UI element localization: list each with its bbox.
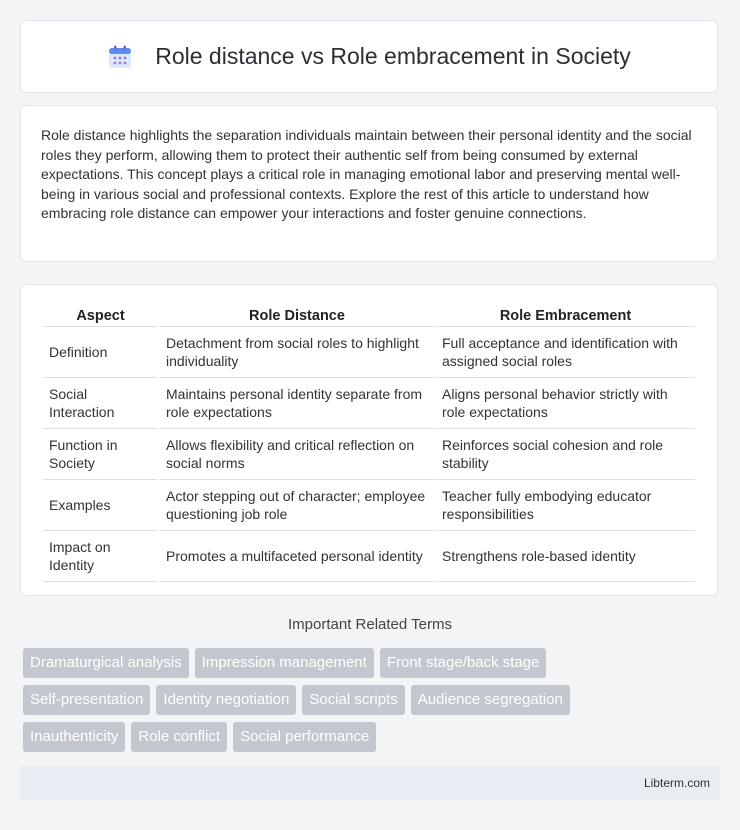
tag-row: [23, 685, 723, 715]
tag-row: [23, 648, 723, 678]
intro-paragraph: Role distance highlights the separation individuals maintain between their personal identity and the social roles they perform, allowing them to protect their authentic self from being consumed by external expectations. This concept plays a critical role in managing emotional labor and preserving mental well-being in various social and professional contexts. Explore the rest of this article to understand how embracing role distance can empower your interactions and foster genuine connections.: [41, 127, 692, 222]
cell-role-embracement: Reinforces social cohesion and role stability: [436, 429, 695, 480]
related-terms: [23, 648, 723, 759]
title-card: [20, 20, 718, 93]
cell-role-distance: Detachment from social roles to highlight individuality: [160, 327, 434, 378]
tag-front-stage-back-stage[interactable]: Front stage/back stage: [380, 648, 547, 678]
cell-role-distance: Maintains personal identity separate from role expectations: [160, 378, 434, 429]
tag-self-presentation[interactable]: Self-presentation: [23, 685, 150, 715]
table-row: [43, 429, 695, 480]
cell-role-embracement: Full acceptance and identification with assigned social roles: [436, 327, 695, 378]
comparison-card: [20, 284, 718, 596]
comparison-table: [41, 305, 697, 582]
footer-brand[interactable]: Libterm.com: [643, 776, 710, 790]
table-row: [43, 327, 695, 378]
tag-inauthenticity[interactable]: Inauthenticity: [23, 722, 125, 752]
tag-impression-management[interactable]: Impression management: [195, 648, 374, 678]
calendar-icon: [107, 44, 133, 70]
tag-identity-negotiation[interactable]: Identity negotiation: [156, 685, 296, 715]
table-row: [43, 378, 695, 429]
tag-row: [23, 722, 723, 752]
cell-aspect: Definition: [43, 327, 158, 378]
table-row: [43, 531, 695, 582]
cell-role-distance: Actor stepping out of character; employee questioning job role: [160, 480, 434, 531]
table-header-row: [43, 305, 695, 327]
cell-role-embracement: Strengthens role-based identity: [436, 531, 695, 582]
header-role-embracement: Role Embracement: [436, 305, 695, 327]
header-role-distance: Role Distance: [160, 305, 434, 327]
tag-role-conflict[interactable]: Role conflict: [131, 722, 227, 752]
tag-social-scripts[interactable]: Social scripts: [302, 685, 404, 715]
tag-social-performance[interactable]: Social performance: [233, 722, 376, 752]
cell-aspect: Impact on Identity: [43, 531, 158, 582]
cell-role-embracement: Teacher fully embodying educator responsibilities: [436, 480, 695, 531]
intro-card: [20, 105, 718, 262]
cell-role-distance: Allows flexibility and critical reflection on social norms: [160, 429, 434, 480]
page-title: Role distance vs Role embracement in Society: [155, 43, 631, 69]
header-aspect: Aspect: [43, 305, 158, 327]
cell-aspect: Social Interaction: [43, 378, 158, 429]
cell-role-distance: Promotes a multifaceted personal identity: [160, 531, 434, 582]
cell-aspect: Examples: [43, 480, 158, 531]
related-terms-title: Important Related Terms: [288, 616, 452, 633]
tag-dramaturgical-analysis[interactable]: Dramaturgical analysis: [23, 648, 189, 678]
cell-aspect: Function in Society: [43, 429, 158, 480]
tag-audience-segregation[interactable]: Audience segregation: [411, 685, 570, 715]
table-row: [43, 480, 695, 531]
footer: [20, 766, 720, 800]
cell-role-embracement: Aligns personal behavior strictly with role expectations: [436, 378, 695, 429]
